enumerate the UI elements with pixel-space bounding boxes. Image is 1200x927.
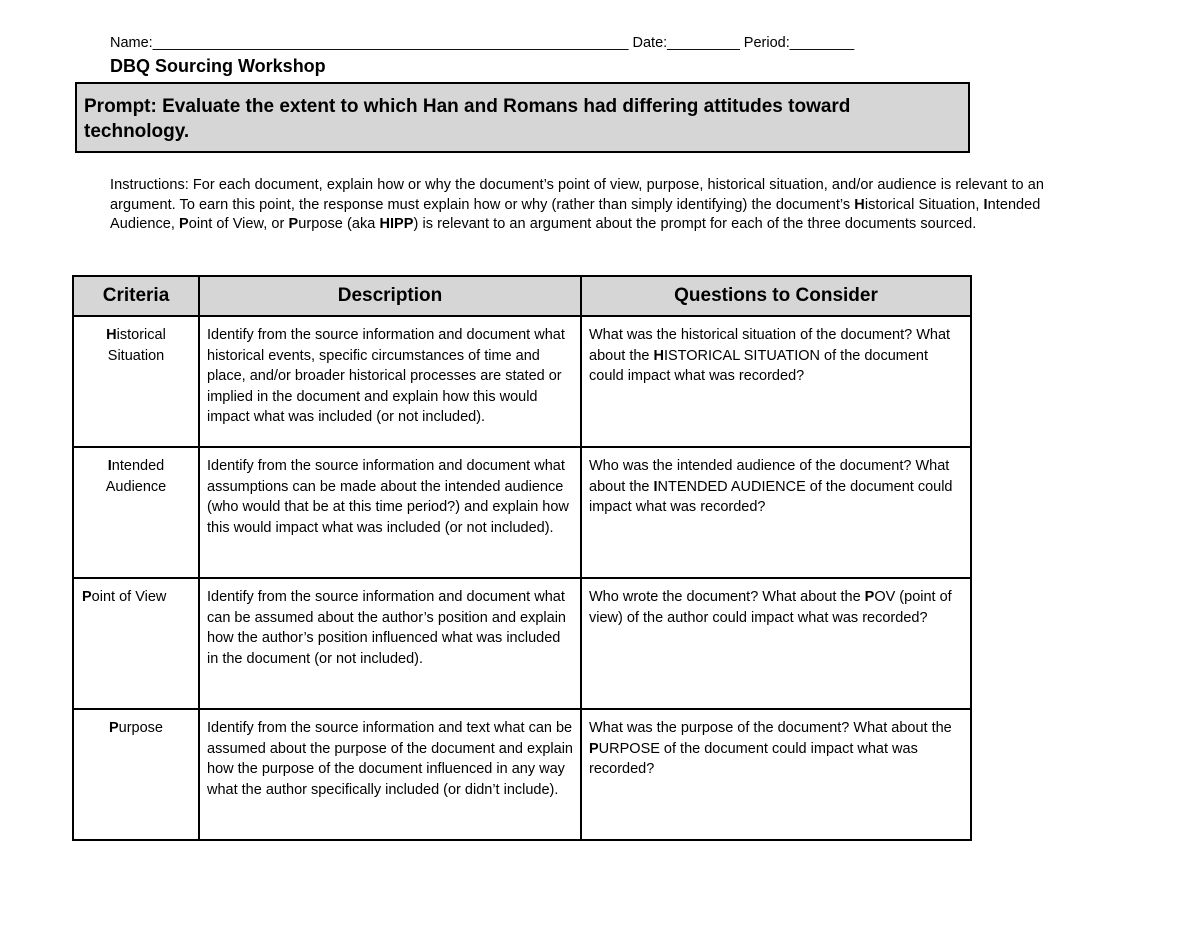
description-cell: Identify from the source information and document what historical events, specific circumstances of time and place, and/or broader historical processes are stated or implied in the document and explain how this would impact what was included (or not included). — [199, 316, 581, 447]
name-date-period-line: Name:___________________________________________________________ Date:_________ Period:________ — [110, 35, 855, 51]
instructions-purpose: urpose (aka — [298, 216, 380, 232]
question-initial: P — [864, 589, 875, 605]
criteria-cell — [73, 578, 199, 709]
instructions-h: H — [854, 196, 865, 213]
prompt-box — [75, 82, 970, 153]
description-cell: Identify from the source information and document what assumptions can be made about the intended audience (who would that be at this time period?) and explain how this would impact what was included (or not included). — [199, 447, 581, 578]
instructions-hipp: HIPP — [379, 216, 414, 232]
criteria-cell — [73, 447, 199, 578]
question-initial: I — [653, 478, 658, 495]
criteria-initial: P — [82, 589, 92, 605]
question-rest: NTENDED AUDIENCE of the document could impact what was recorded? — [589, 478, 953, 515]
header-description: Description — [199, 276, 581, 316]
question-rest: OV (point of view) of the author could impact what was recorded? — [589, 589, 952, 626]
worksheet-title: DBQ Sourcing Workshop — [110, 56, 326, 76]
criteria-cell — [73, 316, 199, 447]
criteria-initial: P — [108, 720, 119, 736]
questions-cell — [581, 316, 971, 447]
criteria-label: urpose — [118, 720, 163, 736]
questions-cell — [581, 709, 971, 840]
instructions-i: I — [983, 196, 988, 213]
question-text: Who wrote the document? What about the — [589, 589, 865, 605]
table-row — [73, 447, 971, 578]
table-row — [73, 709, 971, 840]
instructions-p2: P — [288, 216, 299, 232]
questions-cell — [581, 447, 971, 578]
criteria-label: istorical Situation — [107, 327, 166, 364]
question-rest: URPOSE of the document could impact what was recorded? — [589, 740, 918, 777]
table-row — [73, 316, 971, 447]
criteria-label: ntended Audience — [105, 458, 167, 495]
header-criteria: Criteria — [73, 276, 199, 316]
instructions-paragraph — [110, 176, 1085, 235]
criteria-initial: H — [106, 327, 117, 343]
header-questions: Questions to Consider — [581, 276, 971, 316]
question-rest: ISTORICAL SITUATION of the document could impact what was recorded? — [589, 347, 929, 384]
question-initial: P — [589, 740, 599, 757]
question-initial: H — [653, 347, 664, 364]
criteria-label: oint of View — [91, 589, 167, 605]
table-row — [73, 578, 971, 709]
instructions-ia: ntended Audience, — [110, 196, 1041, 232]
question-text: What was the purpose of the document? What about the — [589, 720, 952, 736]
question-text: What was the historical situation of the document? What about the — [589, 327, 951, 364]
instructions-pov: oint of View, or — [188, 216, 289, 232]
criteria-cell — [73, 709, 199, 840]
instructions-end: ) is relevant to an argument about the prompt for each of the three documents sourced. — [413, 216, 977, 232]
criteria-table — [72, 275, 972, 841]
description-cell: Identify from the source information and text what can be assumed about the purpose of the document and explain how the purpose of the document influenced in any way what the author specifically included (or didn’t include). — [199, 709, 581, 840]
prompt-text: Prompt: Evaluate the extent to which Han and Romans had differing attitudes toward technology. — [84, 96, 851, 142]
questions-cell — [581, 578, 971, 709]
instructions-p: P — [179, 216, 189, 232]
table-header-row — [73, 276, 971, 316]
criteria-initial: I — [107, 458, 112, 474]
description-cell: Identify from the source information and document what can be assumed about the author’s position and explain how the author’s position influenced what was included in the document (or not included). — [199, 578, 581, 709]
question-text: Who was the intended audience of the document? What about the — [589, 458, 950, 495]
instructions-text: Instructions: For each document, explain how or why the document’s point of view, purpose, historical situation, and/or audience is relevant to an argument. To earn this point, the response must explain how or why (rather than simply identifying) the document’s — [110, 177, 1044, 213]
instructions-hs: istorical Situation, — [864, 196, 984, 213]
